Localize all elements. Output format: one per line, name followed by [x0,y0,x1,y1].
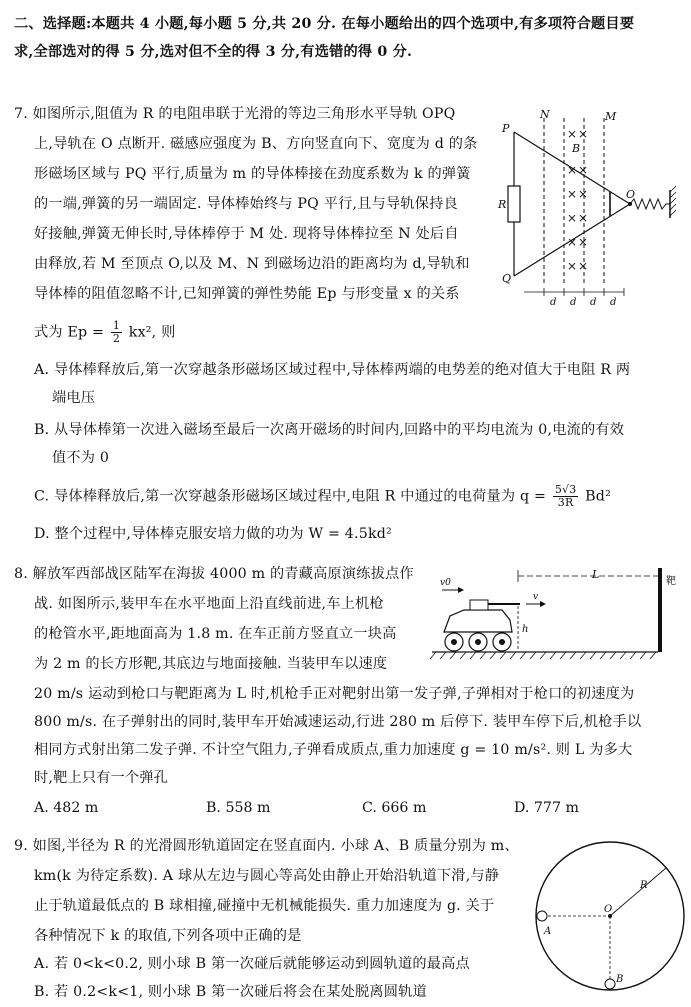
q8-line-3: 的枪管水平,距地面高为 1.8 m. 在车正前方竖直立一块高 [34,626,397,642]
q7-formula-suffix: kx², 则 [128,324,176,341]
svg-text:×: × [578,127,589,141]
q7-line-6: 由释放,若 M 至顶点 O,以及 M、N 到磁场边沿的距离均为 d,导轨和 [34,256,470,272]
q7-formula-fraction: $\frac{1}{2}$ [112,319,121,345]
q8-option-d: D. 777 m [514,800,579,816]
q9-line-4: 各种情况下 k 的取值,下列各项中正确的是 [34,928,302,944]
q9-line-1: 9. 如图,半径为 R 的光滑圆形轨道固定在竖直面内. 小球 A、B 质量分别为 m、 [14,838,519,854]
q7-line-5: 好接触,弹簧无伸长时,导体棒停于 M 处. 现将导体棒拉至 N 处后自 [34,226,459,242]
label-O: O [604,904,613,915]
q7-line-2: 上,导轨在 O 点断开. 磁感应强度为 B、方向竖直向下、宽度为 d 的条 [34,136,478,152]
section-header-line1: 二、选择题:本题共 4 小题,每小题 5 分,共 20 分. 在每小题给出的四个选项中,有多项符合题目要 [14,16,635,32]
svg-text:d: d [550,297,557,308]
label-Q: Q [502,272,512,285]
svg-text:×: × [567,187,578,201]
q7-option-c [34,484,611,509]
q8-armored-car-figure [430,566,686,666]
label-v0: v0 [440,578,451,588]
q9-option-a: A. 若 0<k<0.2, 则小球 B 第一次碰后就能够运动到圆轨道的最高点 [34,956,470,972]
resistor-symbol [508,186,520,222]
q8-option-c: C. 666 m [362,800,427,816]
q7-option-c-prefix: C. 导体棒释放后,第一次穿越条形磁场区域过程中,电阻 R 中通过的电荷量为 q = [34,488,547,505]
label-B: B [616,974,624,985]
svg-text:×: × [578,259,589,273]
svg-text:×: × [567,211,578,225]
target-board [658,568,662,652]
label-B: B [572,142,581,155]
svg-text:×: × [578,187,589,201]
q8-line-4: 为 2 m 的长方形靶,其底边与地面接触. 当装甲车以速度 [34,656,388,672]
svg-text:×: × [567,259,578,273]
svg-text:×: × [578,163,589,177]
q7-line-3: 形磁场区域与 PQ 平行,质量为 m 的导体棒接在劲度系数为 k 的弹簧 [34,166,471,182]
q7-option-c-fraction: $\frac{5√3}{3R}$ [554,483,577,509]
q7-line-1: 7. 如图所示,阻值为 R 的电阻串联于光滑的等边三角形水平导轨 OPQ [14,106,456,122]
q8-line-2: 战. 如图所示,装甲车在水平地面上沿直线前进,车上机枪 [34,596,384,612]
q7-rail-figure [500,108,685,308]
label-R: R [640,880,648,891]
q8-line-1: 8. 解放军西部战区陆军在海拔 4000 m 的青藏高原演练拔点作 [14,566,414,582]
label-M: M [605,110,617,123]
q7-option-c-suffix: Bd² [585,488,611,505]
q8-line-7: 相同方式射出第二发子弹. 不计空气阻力,子弹看成质点,重力加速度 g = 10 m/s². 则 L 为多大 [34,742,633,758]
label-L: L [592,568,600,581]
q9-line-2: km(k 为待定系数). A 球从左边与圆心等高处由静止开始沿轨道下滑,与静 [34,868,500,884]
q8-option-a: A. 482 m [34,800,99,816]
label-P: P [502,122,510,135]
label-N: N [540,108,550,121]
q7-option-d: D. 整个过程中,导体棒克服安培力做的功为 W = 4.5kd² [34,526,392,542]
q7-option-b-line1: B. 从导体棒第一次进入磁场至最后一次离开磁场的时间内,回路中的平均电流为 0,电流的有效 [34,422,625,438]
svg-text:×: × [578,211,589,225]
svg-text:d: d [570,297,577,308]
q7-line-4: 的一端,弹簧的另一端固定. 导体棒始终与 PQ 平行,且与导轨保持良 [34,196,458,212]
q7-option-b-line2: 值不为 0 [52,450,110,466]
q8-option-b: B. 558 m [206,800,271,816]
q8-line-8: 时,靶上只有一个弹孔 [34,770,169,786]
section-header-line2: 求,全部选对的得 5 分,选对但不全的得 3 分,有选错的得 0 分. [14,44,413,60]
q7-option-a-line2: 端电压 [52,390,96,406]
q9-option-b: B. 若 0.2<k<1, 则小球 B 第一次碰后将会在某处脱离圆轨道 [34,984,427,1000]
q7-formula-prefix: 式为 Ep = [34,324,105,341]
svg-text:×: × [578,235,589,249]
q7-option-a-line1: A. 导体棒释放后,第一次穿越条形磁场区域过程中,导体棒两端的电势差的绝对值大于电阻 R 两 [34,362,631,378]
label-v: v [533,592,539,602]
label-R: R [498,198,507,211]
svg-text:d: d [610,297,617,308]
q7-formula [34,320,175,345]
label-target: 靶 [666,576,676,587]
svg-text:×: × [567,235,578,249]
q7-line-7: 导体棒的阻值忽略不计,已知弹簧的弹性势能 Ep 与形变量 x 的关系 [34,286,460,302]
label-A: A [544,926,552,937]
svg-text:×: × [567,127,578,141]
label-O: O [626,188,636,201]
svg-text:d: d [590,297,597,308]
label-h: h [522,624,529,635]
q9-circular-track-figure [530,826,688,1000]
q8-line-6: 800 m/s. 在子弹射出的同时,装甲车开始减速运动,行进 280 m 后停下. 装甲车停下后,机枪手以 [34,714,642,730]
q8-line-5: 20 m/s 运动到枪口与靶距离为 L 时,机枪手正对靶射出第一发子弹,子弹相对于枪口的初速度为 [34,686,635,702]
svg-text:×: × [567,163,578,177]
q9-line-3: 止于轨道最低点的 B 球相撞,碰撞中无机械能损失. 重力加速度为 g. 关于 [34,898,495,914]
